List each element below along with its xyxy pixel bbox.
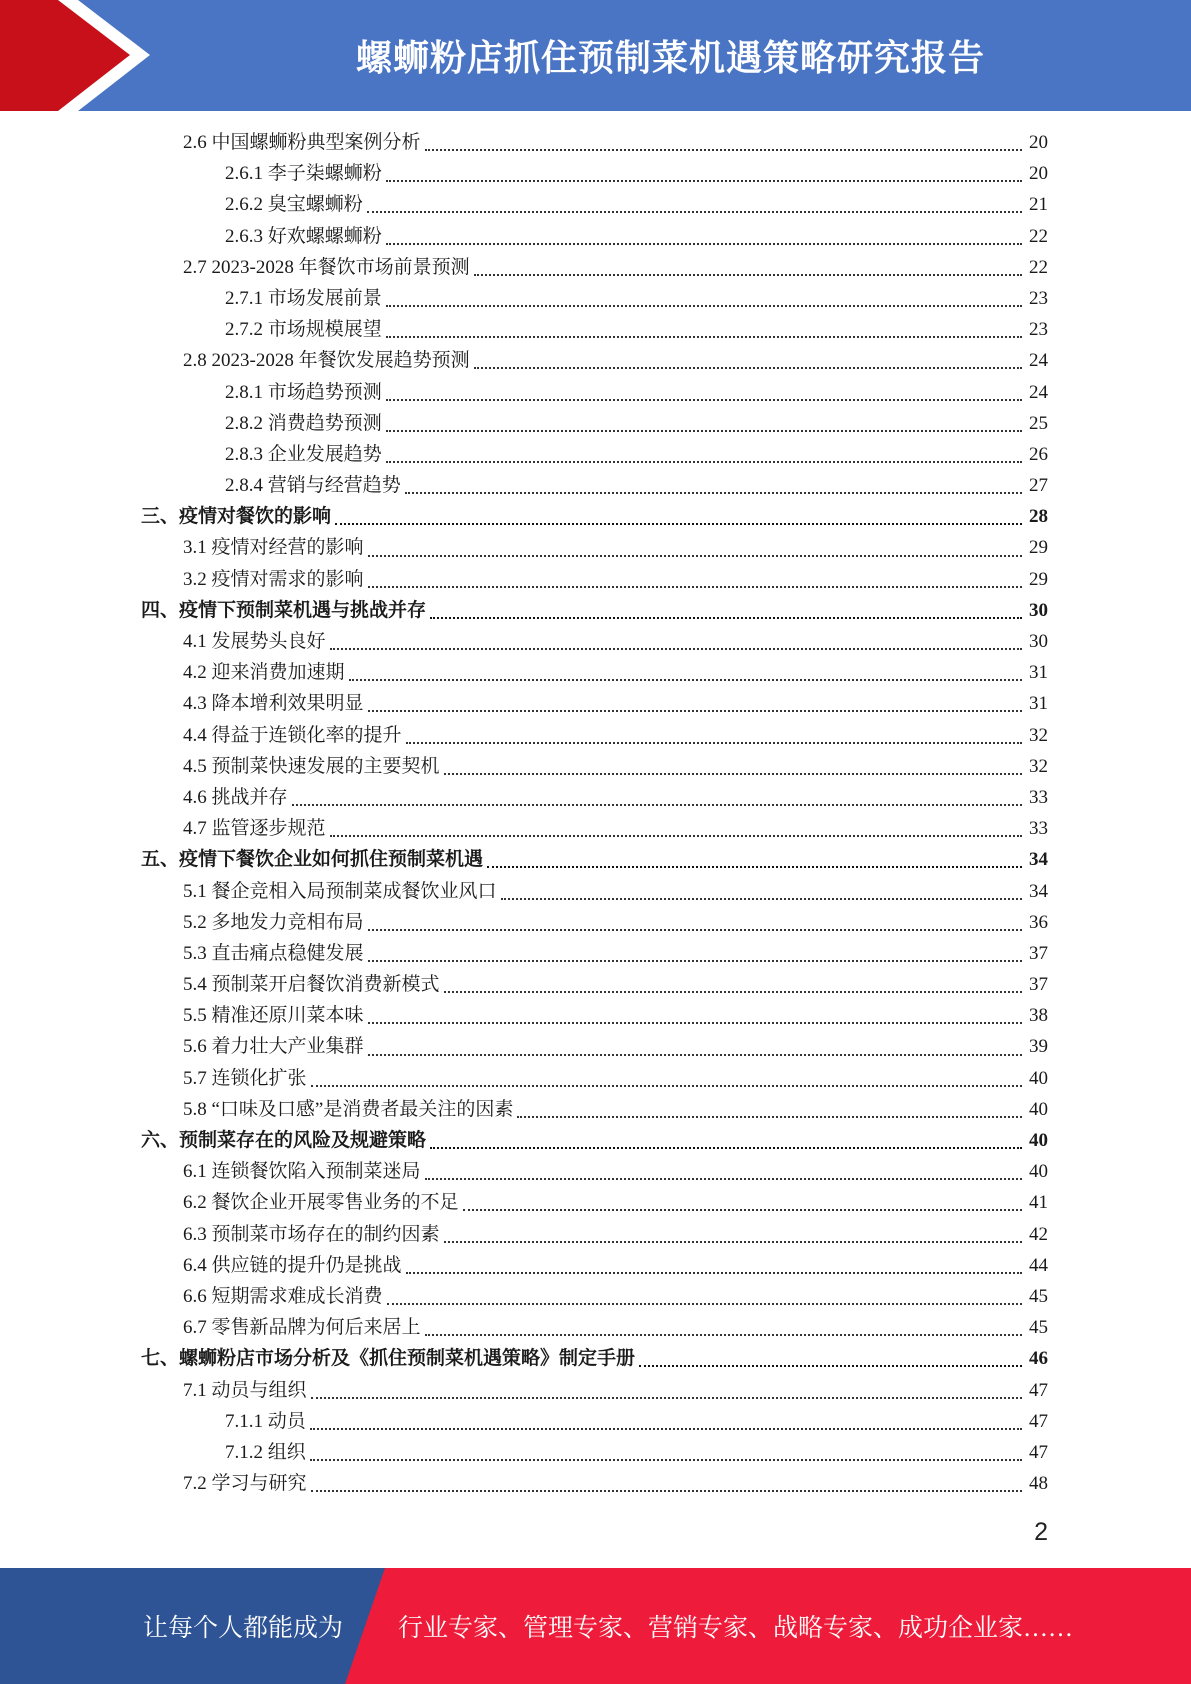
toc-dot-leader xyxy=(310,1427,1022,1430)
toc-dot-leader xyxy=(311,1489,1022,1492)
toc-entry-label: 6.2 餐饮企业开展零售业务的不足 xyxy=(183,1192,459,1214)
toc-entry-label: 3.2 疫情对需求的影响 xyxy=(183,568,364,590)
toc-entry[interactable] xyxy=(0,501,1191,532)
toc-dot-leader xyxy=(405,491,1022,494)
toc-entry-label: 2.6.3 好欢螺螺蛳粉 xyxy=(225,225,382,247)
toc-entry-label: 3.1 疫情对经营的影响 xyxy=(183,537,364,559)
toc-dot-leader xyxy=(444,772,1022,775)
toc-entry-label: 2.6 中国螺蛳粉典型案例分析 xyxy=(183,132,421,153)
toc-entry-page: 23 xyxy=(1029,287,1048,309)
toc-dot-leader xyxy=(463,1208,1022,1211)
toc-entry-page: 34 xyxy=(1029,849,1048,871)
toc-entry-label: 2.6.2 臭宝螺蛳粉 xyxy=(225,194,363,216)
toc-entry[interactable] xyxy=(0,408,1191,439)
toc-dot-leader xyxy=(368,959,1022,962)
toc-dot-leader xyxy=(292,803,1022,806)
toc-entry-label: 4.7 监管逐步规范 xyxy=(183,818,326,840)
toc-entry-label: 2.8 2023-2028 年餐饮发展趋势预测 xyxy=(183,350,470,372)
toc-entry-label: 四、疫情下预制菜机遇与挑战并存 xyxy=(141,598,427,621)
toc-dot-leader xyxy=(386,398,1022,401)
toc-entry-label: 5.7 连锁化扩张 xyxy=(183,1067,307,1089)
table-of-contents xyxy=(0,127,1191,1499)
toc-dot-leader xyxy=(406,741,1022,744)
toc-entry-label: 4.2 迎来消费加速期 xyxy=(183,662,345,684)
toc-entry[interactable] xyxy=(0,907,1191,938)
toc-entry[interactable] xyxy=(0,782,1191,813)
toc-entry-page: 46 xyxy=(1029,1348,1048,1370)
toc-entry[interactable] xyxy=(0,564,1191,595)
toc-entry-page: 36 xyxy=(1029,911,1048,933)
toc-entry-page: 41 xyxy=(1029,1192,1048,1214)
toc-entry[interactable] xyxy=(0,1406,1191,1437)
toc-entry-page: 40 xyxy=(1029,1130,1048,1151)
toc-entry-page: 24 xyxy=(1029,381,1048,403)
toc-dot-leader xyxy=(386,429,1022,432)
toc-entry[interactable] xyxy=(0,1375,1191,1406)
toc-entry-label: 六、预制菜存在的风险及规避策略 xyxy=(141,1129,427,1151)
toc-entry[interactable] xyxy=(0,1219,1191,1250)
toc-entry-label: 5.6 着力壮大产业集群 xyxy=(183,1036,364,1058)
toc-entry-page: 40 xyxy=(1029,1067,1048,1089)
toc-entry[interactable] xyxy=(0,127,1191,158)
toc-entry[interactable] xyxy=(0,1437,1191,1468)
toc-entry-page: 20 xyxy=(1029,163,1048,185)
toc-dot-leader xyxy=(639,1364,1022,1367)
toc-entry[interactable] xyxy=(0,720,1191,751)
toc-entry-label: 7.1.2 组织 xyxy=(225,1441,306,1463)
report-title: 螺蛳粉店抓住预制菜机遇策略研究报告 xyxy=(355,38,985,79)
toc-entry-label: 4.4 得益于连锁化率的提升 xyxy=(183,724,402,746)
toc-entry-page: 40 xyxy=(1029,1098,1048,1120)
page-footer xyxy=(0,1568,1191,1684)
toc-dot-leader xyxy=(368,1053,1022,1056)
toc-entry-page: 29 xyxy=(1029,568,1048,590)
toc-dot-leader xyxy=(430,616,1022,619)
toc-entry[interactable] xyxy=(0,1281,1191,1312)
toc-dot-leader xyxy=(386,304,1022,307)
toc-entry-label: 5.4 预制菜开启餐饮消费新模式 xyxy=(183,974,440,996)
toc-dot-leader xyxy=(501,897,1022,900)
toc-entry-page: 25 xyxy=(1029,412,1048,434)
toc-entry-label: 三、疫情对餐饮的影响 xyxy=(141,505,332,528)
toc-dot-leader xyxy=(367,210,1022,213)
toc-entry-page: 31 xyxy=(1029,693,1048,715)
toc-entry[interactable] xyxy=(0,938,1191,969)
toc-entry[interactable] xyxy=(0,1343,1191,1374)
toc-dot-leader xyxy=(444,1240,1022,1243)
toc-entry-page: 29 xyxy=(1029,537,1048,559)
toc-entry-label: 7.1.1 动员 xyxy=(225,1410,306,1432)
toc-entry-label: 4.1 发展势头良好 xyxy=(183,631,326,652)
page-header xyxy=(0,0,1191,111)
toc-entry-label: 五、疫情下餐饮企业如何抓住预制菜机遇 xyxy=(141,848,484,871)
toc-dot-leader xyxy=(386,242,1022,245)
toc-entry[interactable] xyxy=(0,283,1191,314)
toc-entry[interactable] xyxy=(0,1094,1191,1125)
toc-dot-leader xyxy=(474,366,1022,369)
toc-entry-label: 6.4 供应链的提升仍是挑战 xyxy=(183,1254,402,1276)
toc-entry[interactable] xyxy=(0,252,1191,283)
toc-entry-page: 32 xyxy=(1029,755,1048,777)
toc-entry[interactable] xyxy=(0,844,1191,875)
toc-entry-page: 33 xyxy=(1029,818,1048,840)
toc-entry-page: 47 xyxy=(1029,1441,1048,1463)
toc-entry-label: 6.3 预制菜市场存在的制约因素 xyxy=(183,1223,440,1245)
footer-slogan-right: 行业专家、管理专家、营销专家、战略专家、成功企业家…… xyxy=(398,1615,1074,1642)
toc-entry-page: 47 xyxy=(1029,1379,1048,1401)
toc-dot-leader xyxy=(517,1115,1022,1118)
toc-entry[interactable] xyxy=(0,1312,1191,1343)
toc-dot-leader xyxy=(425,1177,1022,1180)
toc-entry[interactable] xyxy=(0,377,1191,408)
toc-entry-label: 5.1 餐企竞相入局预制菜成餐饮业风口 xyxy=(183,880,497,902)
toc-entry-page: 39 xyxy=(1029,1036,1048,1058)
toc-entry-page: 45 xyxy=(1029,1285,1048,1307)
toc-dot-leader xyxy=(387,1302,1022,1305)
page-number: 2 xyxy=(1034,1518,1048,1546)
toc-dot-leader xyxy=(386,335,1022,338)
toc-entry[interactable] xyxy=(0,1156,1191,1187)
toc-entry-label: 2.8.1 市场趋势预测 xyxy=(225,381,382,403)
toc-entry-page: 45 xyxy=(1029,1317,1048,1339)
toc-entry[interactable] xyxy=(0,1031,1191,1062)
toc-entry-label: 2.8.2 消费趋势预测 xyxy=(225,412,382,434)
toc-entry-label: 4.3 降本增利效果明显 xyxy=(183,693,364,715)
toc-dot-leader xyxy=(368,1021,1022,1024)
toc-entry-page: 20 xyxy=(1029,132,1048,153)
toc-entry-label: 2.7.1 市场发展前景 xyxy=(225,287,382,309)
toc-entry-label: 4.5 预制菜快速发展的主要契机 xyxy=(183,755,440,777)
toc-dot-leader xyxy=(430,1146,1022,1149)
toc-entry-label: 6.6 短期需求难成长消费 xyxy=(183,1285,383,1307)
toc-dot-leader xyxy=(444,990,1022,993)
toc-entry-label: 2.8.4 营销与经营趋势 xyxy=(225,475,401,497)
toc-entry-page: 40 xyxy=(1029,1161,1048,1183)
toc-entry-page: 26 xyxy=(1029,443,1048,465)
toc-entry-label: 七、螺蛳粉店市场分析及《抓住预制菜机遇策略》制定手册 xyxy=(141,1347,636,1370)
toc-entry-page: 27 xyxy=(1029,475,1048,497)
toc-entry-page: 37 xyxy=(1029,942,1048,964)
toc-entry-page: 22 xyxy=(1029,256,1048,278)
toc-dot-leader xyxy=(368,585,1022,588)
toc-entry-label: 2.8.3 企业发展趋势 xyxy=(225,443,382,465)
toc-entry-page: 37 xyxy=(1029,974,1048,996)
toc-entry[interactable] xyxy=(0,345,1191,376)
toc-entry[interactable] xyxy=(0,751,1191,782)
toc-entry-page: 38 xyxy=(1029,1005,1048,1027)
toc-entry[interactable] xyxy=(0,626,1191,657)
toc-dot-leader xyxy=(310,1458,1022,1461)
toc-entry[interactable] xyxy=(0,876,1191,907)
toc-entry-page: 31 xyxy=(1029,662,1048,684)
toc-entry-page: 48 xyxy=(1029,1473,1048,1495)
toc-dot-leader xyxy=(425,148,1022,151)
toc-dot-leader xyxy=(335,522,1022,525)
toc-entry-page: 47 xyxy=(1029,1410,1048,1432)
toc-entry-page: 22 xyxy=(1029,225,1048,247)
footer-slogan-left: 让每个人都能成为 xyxy=(143,1615,344,1642)
toc-entry[interactable] xyxy=(0,688,1191,719)
toc-entry-page: 30 xyxy=(1029,599,1048,621)
toc-entry[interactable] xyxy=(0,1000,1191,1031)
toc-dot-leader xyxy=(349,678,1022,681)
toc-entry-page: 42 xyxy=(1029,1223,1048,1245)
toc-dot-leader xyxy=(330,647,1022,650)
toc-entry[interactable] xyxy=(0,595,1191,626)
toc-entry[interactable] xyxy=(0,158,1191,189)
toc-entry[interactable] xyxy=(0,1187,1191,1218)
toc-entry-label: 5.8 “口味及口感”是消费者最关注的因素 xyxy=(183,1098,514,1120)
toc-entry-label: 5.2 多地发力竞相布局 xyxy=(183,911,364,933)
toc-entry-label: 6.7 零售新品牌为何后来居上 xyxy=(183,1317,421,1339)
toc-entry-label: 4.6 挑战并存 xyxy=(183,786,288,808)
toc-entry[interactable] xyxy=(0,1250,1191,1281)
toc-entry-page: 24 xyxy=(1029,350,1048,372)
toc-entry[interactable] xyxy=(0,813,1191,844)
toc-dot-leader xyxy=(386,179,1022,182)
toc-entry-label: 6.1 连锁餐饮陷入预制菜迷局 xyxy=(183,1161,421,1183)
toc-dot-leader xyxy=(311,1396,1022,1399)
toc-dot-leader xyxy=(368,928,1022,931)
toc-entry-label: 2.7 2023-2028 年餐饮市场前景预测 xyxy=(183,256,470,278)
toc-entry[interactable] xyxy=(0,189,1191,220)
toc-entry[interactable] xyxy=(0,221,1191,252)
toc-entry-label: 2.7.2 市场规模展望 xyxy=(225,319,382,341)
toc-entry-label: 5.3 直击痛点稳健发展 xyxy=(183,942,364,964)
toc-entry[interactable] xyxy=(0,314,1191,345)
toc-entry[interactable] xyxy=(0,532,1191,563)
toc-entry[interactable] xyxy=(0,969,1191,1000)
toc-entry-page: 28 xyxy=(1029,506,1048,528)
toc-entry-page: 23 xyxy=(1029,319,1048,341)
toc-dot-leader xyxy=(474,273,1022,276)
toc-entry-label: 7.1 动员与组织 xyxy=(183,1379,307,1401)
toc-entry[interactable] xyxy=(0,1468,1191,1499)
toc-entry-label: 2.6.1 李子柒螺蛳粉 xyxy=(225,163,382,185)
toc-dot-leader xyxy=(406,1271,1022,1274)
toc-entry-page: 30 xyxy=(1029,631,1048,652)
toc-entry-page: 32 xyxy=(1029,724,1048,746)
toc-entry-page: 44 xyxy=(1029,1254,1048,1276)
toc-entry[interactable] xyxy=(0,470,1191,501)
toc-dot-leader xyxy=(368,709,1022,712)
toc-dot-leader xyxy=(487,865,1022,868)
toc-dot-leader xyxy=(311,1084,1022,1087)
toc-entry-label: 7.2 学习与研究 xyxy=(183,1473,307,1495)
toc-entry-page: 33 xyxy=(1029,786,1048,808)
toc-entry[interactable] xyxy=(0,1063,1191,1094)
toc-entry[interactable] xyxy=(0,1125,1191,1156)
toc-dot-leader xyxy=(386,460,1022,463)
toc-entry-page: 21 xyxy=(1029,194,1048,216)
toc-entry-label: 5.5 精准还原川菜本味 xyxy=(183,1005,364,1027)
toc-entry[interactable] xyxy=(0,439,1191,470)
toc-dot-leader xyxy=(368,554,1022,557)
toc-dot-leader xyxy=(425,1333,1022,1336)
toc-entry[interactable] xyxy=(0,657,1191,688)
toc-dot-leader xyxy=(330,834,1022,837)
toc-entry-page: 34 xyxy=(1029,880,1048,902)
